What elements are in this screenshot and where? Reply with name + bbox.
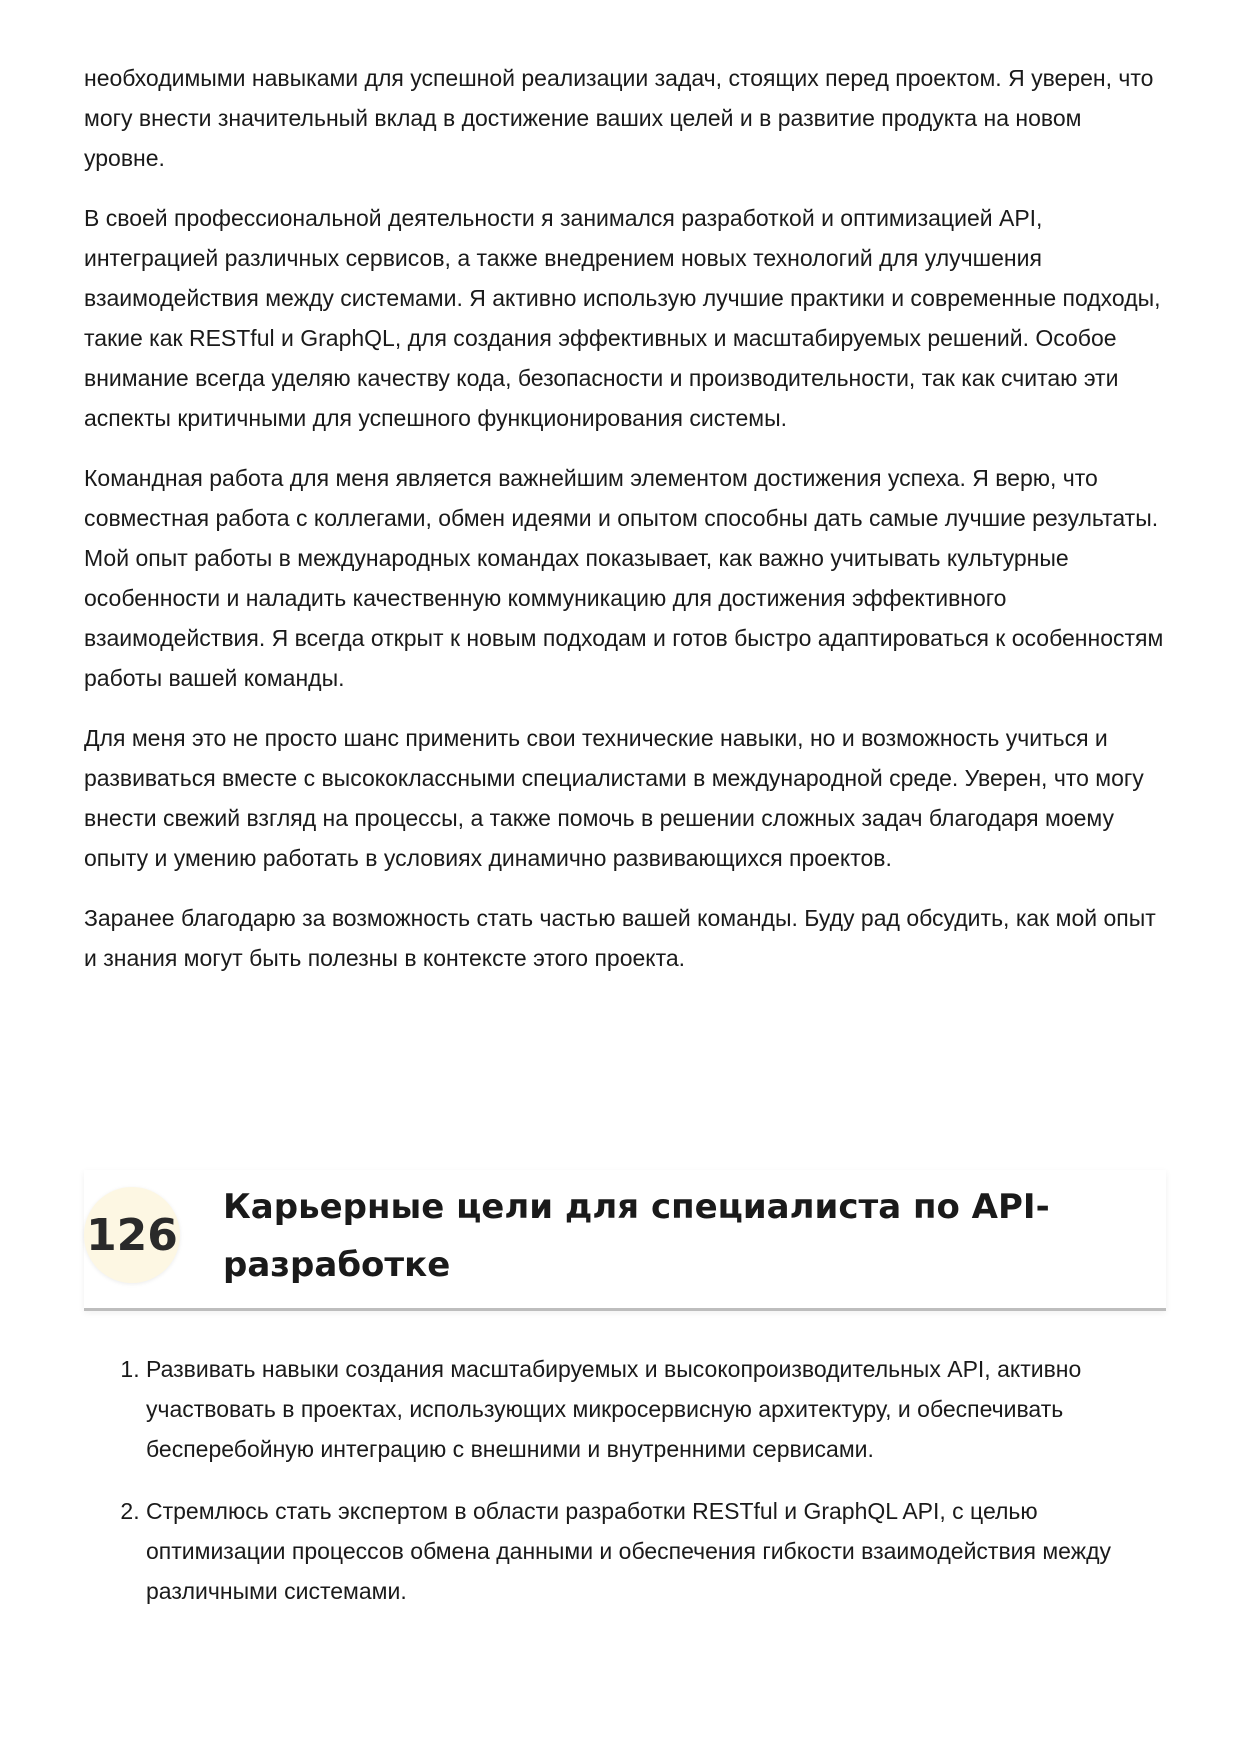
body-paragraph-3: Командная работа для меня является важнейшим элементом достижения успеха. Я верю, что совместная работа с коллегами, обмен идеями и опытом способны дать самые лучшие результаты. Мой опыт работы в международных командах показывает, как важно учитывать культурные особенности и наладить качественную коммуникацию для достижения эффективного взаимодействия. Я всегда открыт к новым подходам и готов быстро адаптироваться к особенностям работы вашей команды. <box>84 465 1164 691</box>
body-paragraph-5: Заранее благодарю за возможность стать частью вашей команды. Буду рад обсудить, как мой опыт и знания могут быть полезны в контексте этого проекта. <box>84 905 1156 971</box>
section-title: Карьерные цели для специалиста по API-разработке <box>223 1187 1050 1285</box>
goal-item-1: 1. Развивать навыки создания масштабируемых и высокопроизводительных API, активно участвовать в проектах, использующих микросервисную архитектуру, и обеспечивать бесперебойную интеграцию с внешними и внутренними сервисами. <box>146 1349 1166 1469</box>
career-goals-list <box>84 1349 1166 1611</box>
section-header <box>84 1170 1166 1311</box>
body-paragraph-4: Для меня это не просто шанс применить свои технические навыки, но и возможность учиться и развиваться вместе с высококлассными специалистами в международной среде. Уверен, что могу внести свежий взгляд на процессы, а также помочь в решении сложных задач благодаря моему опыту и умению работать в условиях динамично развивающихся проектов. <box>84 725 1144 871</box>
section-spacer <box>84 998 1166 1170</box>
body-paragraph-2: В своей профессиональной деятельности я занимался разработкой и оптимизацией API, интеграцией различных сервисов, а также внедрением новых технологий для улучшения взаимодействия между системами. Я активно использую лучшие практики и современные подходы, такие как RESTful и GraphQL, для создания эффективных и масштабируемых решений. Особое внимание всегда уделяю качеству кода, безопасности и производительности, так как считаю эти аспекты критичными для успешного функционирования системы. <box>84 205 1161 431</box>
body-paragraph-1: необходимыми навыками для успешной реализации задач, стоящих перед проектом. Я уверен, что могу внести значительный вклад в достижение ваших целей и в развитие продукта на новом уровне. <box>84 65 1154 171</box>
section-number-badge: 126 <box>84 1187 180 1283</box>
goal-item-2: 2. Стремлюсь стать экспертом в области разработки RESTful и GraphQL API, с целью оптимизации процессов обмена данными и обеспечения гибкости взаимодействия между различными системами. <box>146 1491 1166 1611</box>
document-page <box>84 58 1166 1633</box>
